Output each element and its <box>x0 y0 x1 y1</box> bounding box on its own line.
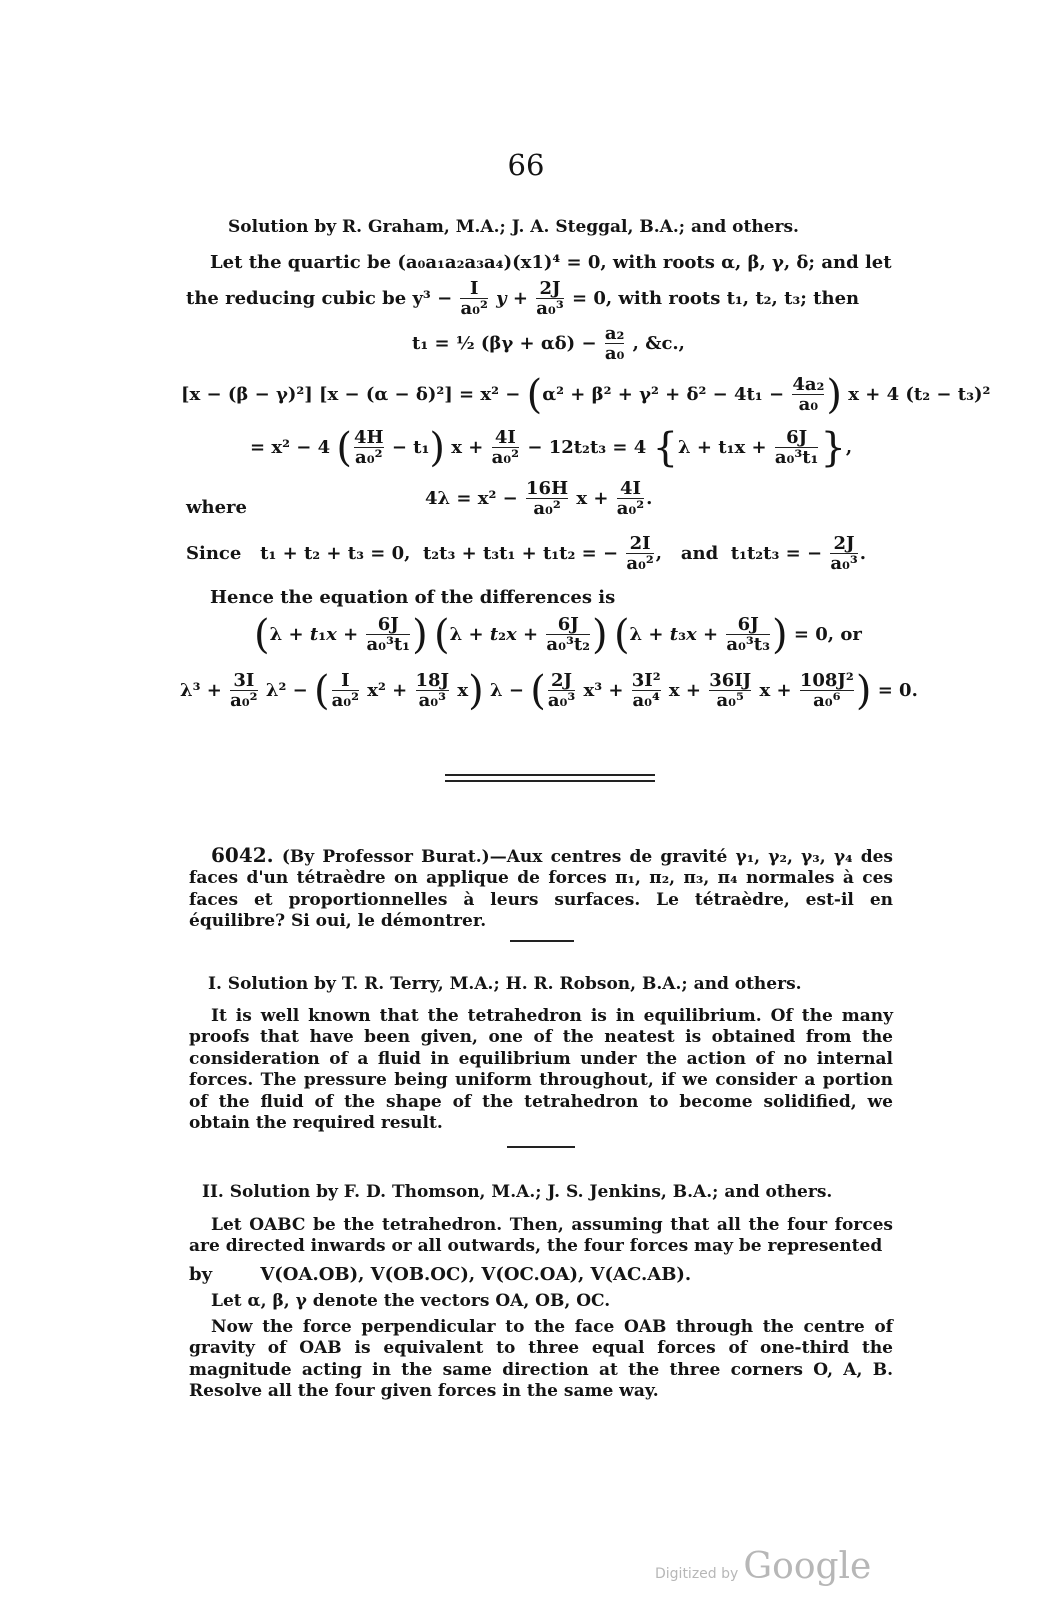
solution-II-paragraph-1: Let OABC be the tetrahedron. Then, assuming that all the four forces are directed inwards or all outwards, the four forces may be represented <box>189 1215 893 1257</box>
solution-I-text: It is well known that the tetrahedron is in equilibrium. Of the many proofs that have been given, one of the neatest is obtained from the consideration of a fluid in equilibrium under the action of no internal forces. The pressure being uniform throughout, if we consider a portion of the fluid of the shape of the tetrahedron to become solidified, we obtain the required result. <box>189 1006 893 1134</box>
eq-part: and <box>680 543 719 564</box>
vector-list: V(OA.OB), V(OB.OC), V(OC.OA), V(AC.AB). <box>260 1264 692 1285</box>
fraction: $\frac{6J}{\text{a₀³t₃}}$ <box>726 614 771 655</box>
solution-II-heading: II. Solution by F. D. Thomson, M.A.; J. S. Jenkins, B.A.; and others. <box>202 1182 833 1202</box>
solution-II-paragraph-2: Let α, β, γ denote the vectors OA, OB, OC. <box>211 1291 611 1311</box>
short-divider <box>510 940 574 942</box>
fraction: $\frac{4I}{\text{a₀²}}$ <box>616 478 645 519</box>
google-logo: Google <box>743 1546 872 1587</box>
fraction: $\frac{36IJ}{\text{a₀⁵}}$ <box>709 670 752 711</box>
cubic-line-start: the reducing cubic be y³ − <box>186 288 453 309</box>
solution-heading: Solution by R. Graham, M.A.; J. A. Steggal, B.A.; and others. <box>228 217 799 237</box>
fraction: $\frac{3I}{\text{a₀²}}$ <box>230 670 258 711</box>
section-divider <box>445 774 655 776</box>
hence-line: Hence the equation of the differences is <box>210 587 616 608</box>
short-divider <box>507 1146 575 1148</box>
fraction: $\frac{6J}{\text{a₀³t₁}}$ <box>366 614 411 655</box>
solution-I-heading: I. Solution by T. R. Terry, M.A.; H. R. Robson, B.A.; and others. <box>208 974 802 994</box>
fraction: $\frac{6J}{\text{a₀³t₂}}$ <box>546 614 591 655</box>
eq-part: t₁ + t₂ + t₃ = 0, <box>260 543 411 564</box>
eq-part: t₂t₃ + t₃t₁ + t₁t₂ = − <box>422 543 619 564</box>
product-middle: α² + β² + γ² + δ² − 4t₁ − <box>542 384 785 405</box>
fraction: $\frac{I}{\text{a₀²}}$ <box>331 670 359 711</box>
lambda-equation: 4λ = x² − $\frac{16H}{\text{a₀²}}$ x + $\frac{4I}{\text{a₀²}}$ . <box>425 478 653 519</box>
eq-part: = 0. <box>877 680 918 701</box>
cubic-line: the reducing cubic be y³ − $\frac{I}{\text{a₀²}}$ y + $\frac{2J}{\text{a₀³}}$ = 0, with roots t₁, t₂, t₃; then <box>186 278 860 319</box>
problem-number: 6042. <box>211 843 274 867</box>
t1-equation <box>412 325 685 363</box>
fraction: $\frac{\text{108J²}}{\text{a₀⁶}}$ <box>799 670 854 711</box>
fraction: $\frac{\text{a₂}}{\text{a₀}}$ <box>604 323 625 364</box>
product-lhs: [x − (β − γ)²] [x − (α − δ)²] = x² − <box>181 384 521 405</box>
fraction: $\frac{18J}{\text{a₀³}}$ <box>415 670 450 711</box>
cubic-line-end: = 0, with roots t₁, t₂, t₃; then <box>571 288 860 309</box>
fraction: $\frac{\text{3I²}}{\text{a₀⁴}}$ <box>631 670 661 711</box>
fraction: $\frac{4I}{\text{a₀²}}$ <box>491 427 520 468</box>
eq-part: x + <box>576 488 609 509</box>
watermark-prefix: Digitized by <box>655 1566 739 1582</box>
since-equation: Since t₁ + t₂ + t₃ = 0, t₂t₃ + t₃t₁ + t₁t₂ = − $\frac{2I}{\text{a₀²}}$ , and t₁t₂t₃ = − $\frac{2J}{\text{a₀³}}$ . <box>186 533 867 574</box>
eq-part: Since <box>186 543 242 564</box>
fraction: $\frac{2I}{\text{a₀²}}$ <box>626 533 654 574</box>
page-number: 66 <box>507 148 545 182</box>
solution-II-paragraph-3: Now the force perpendicular to the face OAB through the centre of gravity of OAB is equivalent to three equal forces of one-third the magnitude acting in the same direction at the three corners O, A, B. Resolve all the four given forces in the same way. <box>189 1317 893 1402</box>
digitized-watermark <box>655 1546 871 1587</box>
fraction: $\frac{2J}{\text{a₀³}}$ <box>830 533 858 574</box>
fraction: $\frac{16H}{\text{a₀²}}$ <box>526 478 569 519</box>
problem-text: (By Professor Burat.)—Aux centres de gravité γ₁, γ₂, γ₃, γ₄ des faces d'un tétraèdre on applique de forces π₁, π₂, π₃, π₄ normales à ces faces et proportionnelles à leurs surfaces. Le tétraèdre, est-il en équilibre? Si oui, le démontrer. <box>189 847 893 932</box>
differences-equation: (λ + t₁x + $\frac{6J}{\text{a₀³t₁}}$ ) (λ + t₂x + $\frac{6J}{\text{a₀³t₂}}$ ) (λ + t₃x + $\frac{6J}{\text{a₀³t₃}}$ ) = 0, or <box>254 612 862 658</box>
fraction: $\frac{2J}{\text{a₀³}}$ <box>547 670 576 711</box>
t1-tail: , &c., <box>632 333 685 354</box>
eq-part: t₁t₂t₃ = − <box>730 543 823 564</box>
section-divider <box>445 780 655 782</box>
eq-part: = x² − 4 <box>250 437 331 458</box>
quartic-line: Let the quartic be (a₀a₁a₂a₃a₄)(x1)⁴ = 0, with roots α, β, γ, δ; and let <box>210 252 892 273</box>
fraction: $\frac{I}{\text{a₀²}}$ <box>460 278 488 319</box>
eq-part: = 0, or <box>793 624 862 645</box>
eq-part: 4λ = x² − <box>425 488 518 509</box>
product-tail: x + 4 (t₂ − t₃)² <box>848 384 991 405</box>
final-cubic-equation: λ³ + $\frac{3I}{\text{a₀²}}$ λ² − ( $\frac{I}{\text{a₀²}}$ x² + $\frac{18J}{\text{a₀³}}$ x) λ − ( $\frac{2J}{\text{a₀³}}$ x³ + $\frac{\text{3I²}}{\text{a₀⁴}}$ x + $\frac{36IJ}{\text{a₀⁵}}$ x + $\frac{\text{108J²}}{\text{a₀⁶}}$ ) = 0. <box>180 668 918 714</box>
second-equation: = x² − 4 ( $\frac{4H}{\text{a₀²}}$ − t₁) x + $\frac{4I}{\text{a₀²}}$ − 12t₂t₃ = 4 {λ + t₁x + $\frac{6J}{\text{a₀³t₁}}$ }, <box>250 425 853 471</box>
fraction: $\frac{6J}{\text{a₀³t₁}}$ <box>774 427 819 468</box>
fraction: $\frac{\text{4a₂}}{\text{a₀}}$ <box>792 374 825 415</box>
where-label: where <box>186 497 247 518</box>
eq-part: λ + t₁x + <box>678 437 767 458</box>
t1-expression: t₁ = ½ (βγ + αδ) − <box>412 333 597 354</box>
fraction: $\frac{4H}{\text{a₀²}}$ <box>354 427 384 468</box>
fraction: $\frac{2J}{\text{a₀³}}$ <box>536 278 564 319</box>
by-label: by <box>189 1264 213 1285</box>
problem-paragraph <box>189 845 893 933</box>
eq-part: − 12t₂t₃ = 4 <box>527 437 647 458</box>
product-equation: [x − (β − γ)²] [x − (α − δ)²] = x² − (α² + β² + γ² + δ² − 4t₁ − $\frac{\text{4a₂}}{\text{a₀}}$ ) x + 4 (t₂ − t₃)² <box>181 372 991 418</box>
vector-forces-line <box>189 1264 893 1285</box>
eq-part: x + <box>451 437 484 458</box>
eq-part: − t₁ <box>391 437 430 458</box>
